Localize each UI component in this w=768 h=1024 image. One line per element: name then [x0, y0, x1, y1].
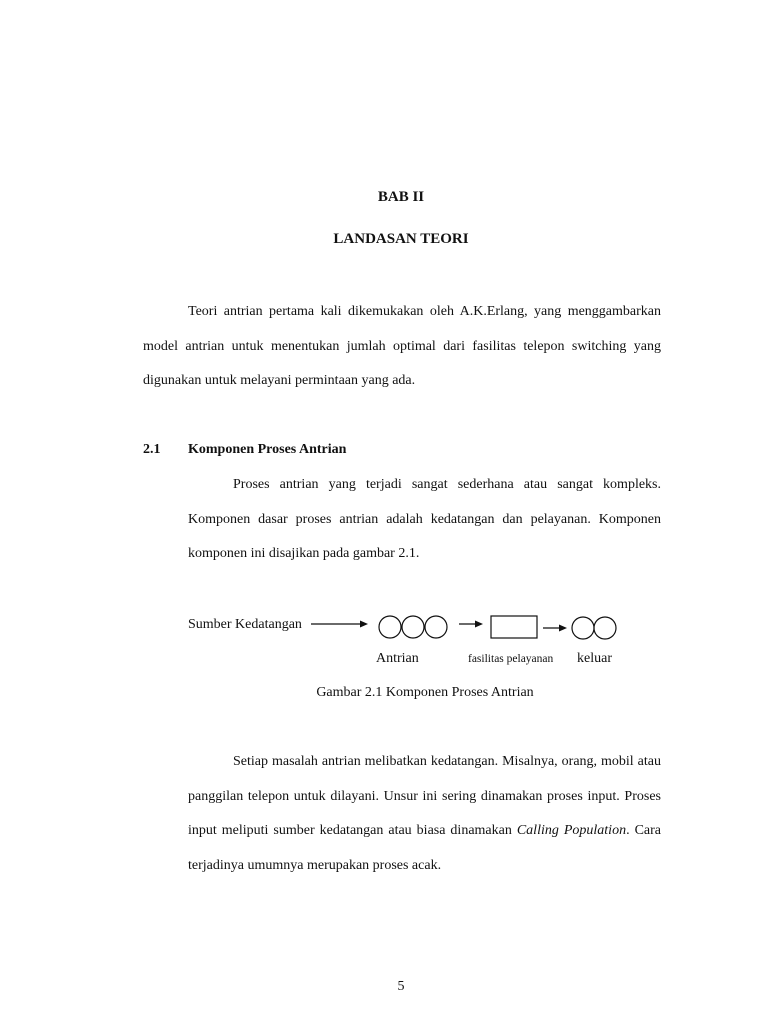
service-facility-box: [491, 616, 537, 638]
intro-paragraph-text: Teori antrian pertama kali dikemukakan oleh A.K.Erlang, yang menggambarkan model antrian untuk menentukan jumlah optimal dari fasilitas telepon switching yang digunakan untuk melayani permintaan yang ada.: [143, 304, 661, 388]
queue-label: Antrian: [376, 651, 419, 666]
section-title: Komponen Proses Antrian: [188, 442, 347, 457]
exit-circle-1: [572, 617, 594, 639]
queue-circles: [379, 616, 447, 638]
queue-circle-1: [379, 616, 401, 638]
chapter-label: BAB II: [377, 189, 425, 205]
arrow-service-to-exit: [543, 625, 567, 632]
service-label: fasilitas pelayanan: [468, 653, 554, 665]
figure-caption: Gambar 2.1 Komponen Proses Antrian: [316, 685, 534, 700]
exit-circle-2: [594, 617, 616, 639]
closing-text-end: . Cara terjadinya umumnya merupakan proses acak.: [188, 823, 661, 873]
arrow-queue-to-service: [459, 621, 483, 628]
queue-circle-2: [402, 616, 424, 638]
chapter-title: LANDASAN TEORI: [333, 231, 469, 247]
exit-label: keluar: [577, 651, 612, 666]
source-label: Sumber Kedatangan: [188, 617, 302, 632]
queue-circle-3: [425, 616, 447, 638]
page-number: 5: [397, 979, 405, 994]
closing-text-start: Setiap masalah antrian melibatkan kedatangan. Misalnya, orang, mobil atau panggilan telepon untuk dilayani. Unsur ini sering dinamakan proses input. Proses input meliputi sumber kedatangan atau biasa dinamakan: [188, 754, 661, 838]
closing-paragraph: [188, 745, 661, 883]
arrow-source-to-queue: [311, 621, 368, 628]
exit-circles: [572, 617, 616, 639]
calling-population-term: Calling Population: [516, 823, 627, 838]
section-paragraph-text: Proses antrian yang terjadi sangat sederhana atau sangat kompleks. Komponen dasar proses antrian adalah kedatangan dan pelayanan. Komponen komponen ini disajikan pada gambar 2.1.: [188, 477, 661, 561]
section-number: 2.1: [143, 442, 161, 457]
